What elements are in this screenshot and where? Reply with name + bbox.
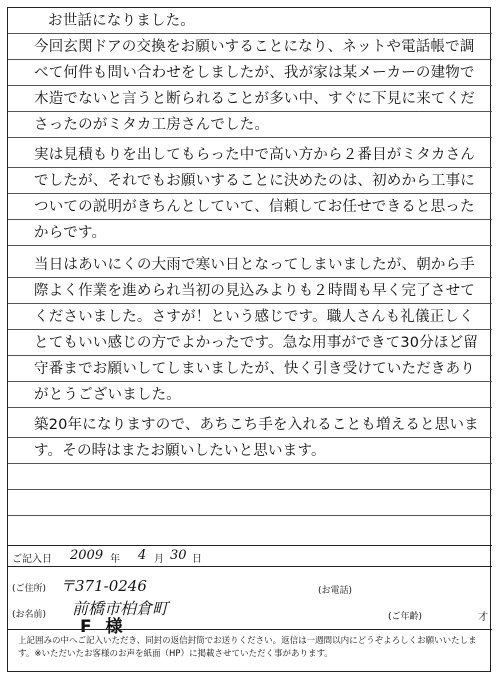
letter-line-text: くださいました。さすが！という感じです。職人さんも礼儀正しく (34, 309, 474, 325)
letter-line-text: お世話になりました。 (48, 13, 195, 29)
letter-line-blank (8, 490, 492, 516)
date-year-unit: 年 (110, 554, 120, 565)
letter-line-text: ついての説明がきちんとしていて、信頼してお任せできると思った (34, 199, 475, 215)
letter-line-text: 築20年になりますので、あちこち手を入れることも増えると思いま (34, 417, 479, 433)
letter-line-text: がとうございました。 (34, 387, 181, 403)
date-row (8, 545, 492, 567)
date-month: 4 (138, 548, 147, 563)
name-label: (お名前) (12, 610, 47, 620)
letter-line-text: す。その時はまたお願いしたいと思います。 (34, 443, 326, 459)
date-year: 2009 (70, 548, 104, 563)
letter-line (8, 278, 492, 304)
address-label: (ご住所) (12, 584, 47, 594)
letter-line (8, 330, 492, 356)
date-month-unit: 月 (154, 554, 164, 565)
letter-line (8, 34, 492, 60)
letter-line (8, 382, 492, 408)
footer-text: 上記囲みの中へご記入いただき、同封の返信封筒でお送りください。返信は一週間以内にどうぞよろしくお願いいたします。※いただいたお客様のお声を紙面（HP）に掲載させていただく事があります。 (18, 636, 477, 659)
letter-line-text: とてもいい感じの方でよかったです。急な用事ができて30分ほど留 (34, 335, 478, 351)
letter-line (8, 252, 492, 278)
letter-line-text: さったのがミタカ工房さんでした。 (34, 117, 270, 133)
testimonial-sheet (7, 7, 491, 672)
letter-line-text: 当日はあいにくの大雨で寒い日となってしまいましたが、朝から手 (34, 257, 475, 273)
phone-label: (お電話) (318, 586, 353, 596)
letter-line-text: でしたが、それでもお願いすることに決めたのは、初めから工事に (34, 173, 475, 189)
letter-line (8, 304, 492, 330)
letter-line (8, 168, 492, 194)
letter-line (8, 194, 492, 220)
date-label: ご記入日 (12, 554, 52, 565)
customer-name: F 様 (80, 617, 127, 637)
date-day: 30 (170, 548, 187, 563)
date-day-unit: 日 (192, 554, 202, 565)
letter-line-text: べて何件も問い合わせをしましたが、我が家は某メーカーの建物で (34, 65, 475, 81)
customer-info (8, 567, 492, 637)
letter-line-text: 実は見積もりを出してもらった中で高い方から２番目がミタカさん (34, 147, 475, 163)
letter-line-text: からです。 (34, 225, 107, 241)
letter-line-blank (8, 464, 492, 490)
letter-line-blank (8, 516, 492, 542)
letter-line (8, 112, 492, 138)
letter-line-text: 今回玄関ドアの交換をお願いすることになり、ネットや電話帳で調 (34, 39, 475, 55)
letter-line (8, 220, 492, 246)
letter-line (8, 60, 492, 86)
age-label: (ご年齢) (388, 612, 423, 622)
letter-line (8, 8, 492, 34)
address-text: 前橋市柏倉町 (72, 599, 169, 618)
letter-line (8, 412, 492, 438)
letter-line (8, 86, 492, 112)
postal-code: 〒371-0246 (60, 577, 147, 595)
letter-line-text: 際よく作業を進められ当初の見込みよりも２時間も早く完了させて (34, 283, 475, 299)
letter-line-text: 木造でないと言うと断られることが多い中、すぐに下見に来てくだ (34, 91, 475, 107)
letter-line (8, 438, 492, 464)
letter-line-text: 守番までお願いしてしまいましたが、快く引き受けていただきあり (34, 361, 475, 377)
age-unit: 才 (478, 612, 488, 623)
letter-line (8, 356, 492, 382)
letter-line (8, 142, 492, 168)
footer-note (8, 629, 492, 673)
